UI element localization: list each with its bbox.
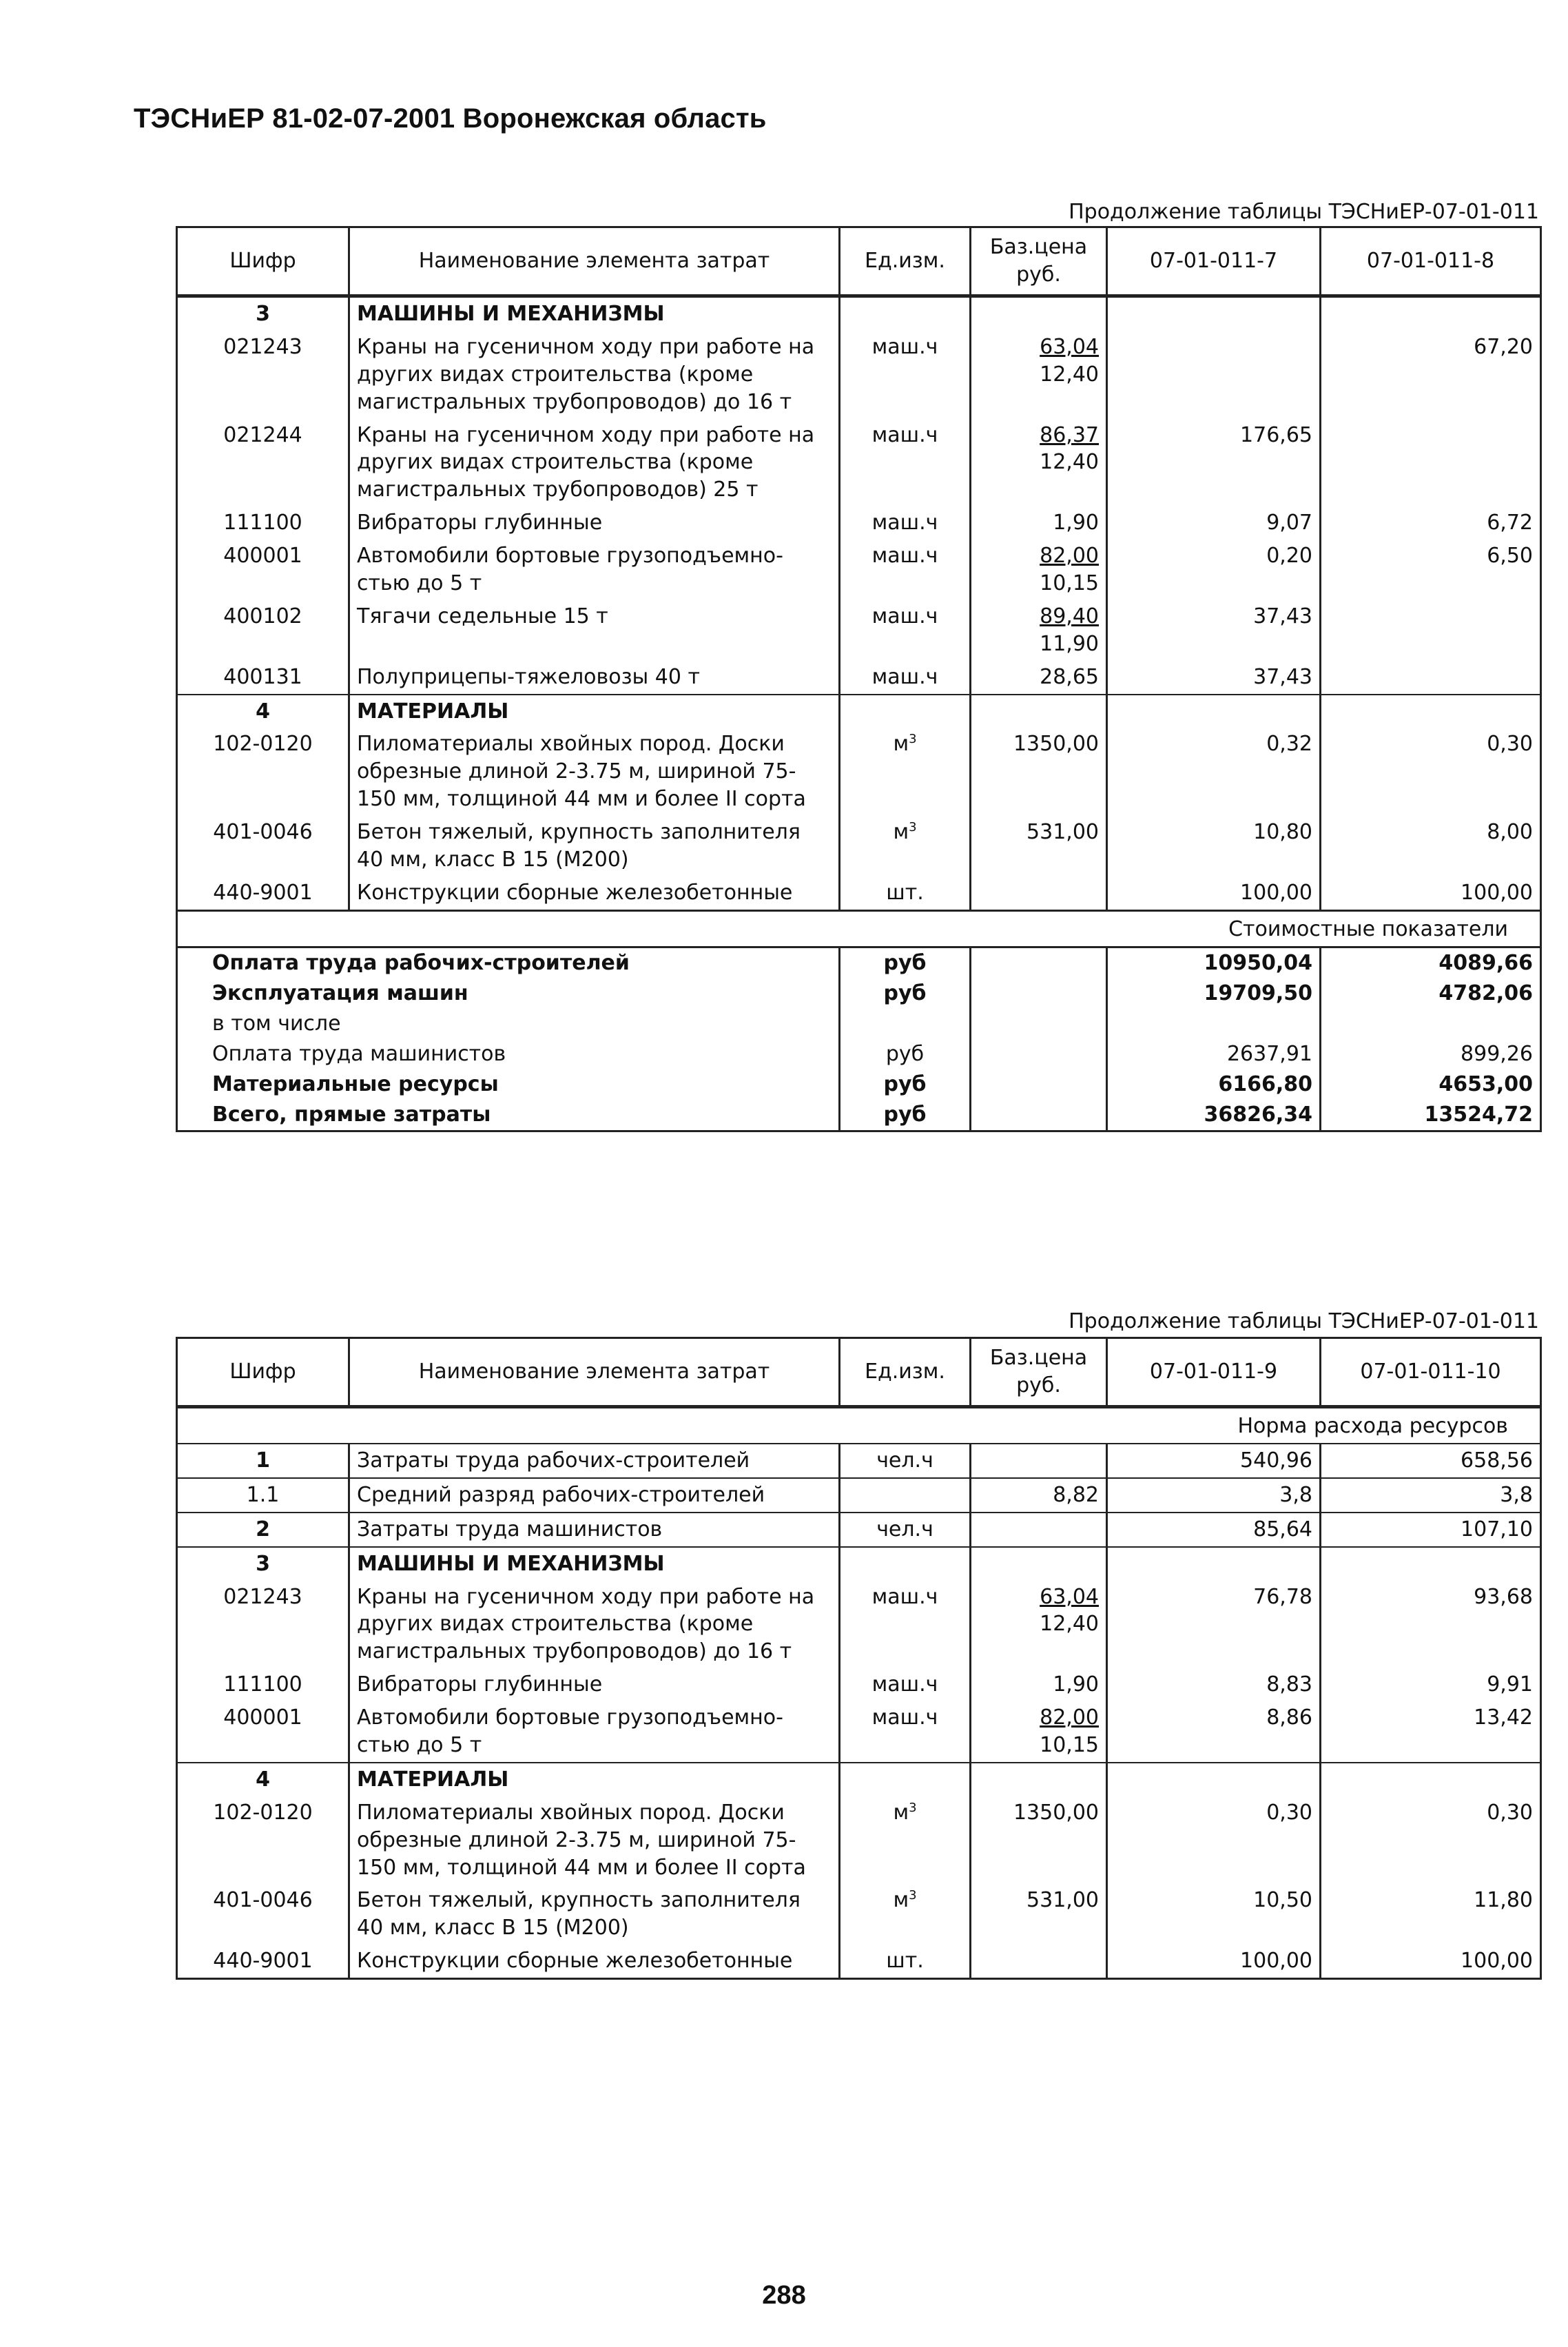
empty-cell — [1107, 296, 1321, 331]
unit-text: маш.ч — [871, 1705, 938, 1730]
value-a: 0,32 — [1107, 728, 1321, 816]
cost-label: Всего, прямые затраты — [212, 1102, 491, 1127]
code-cell: 400131 — [177, 661, 349, 695]
cost-row — [177, 1100, 1541, 1131]
code-cell: 2 — [177, 1513, 349, 1547]
unit-text: шт. — [886, 1949, 924, 1974]
machine-row — [177, 506, 1541, 540]
unit-cell — [840, 1478, 971, 1513]
code-cell: 102-0120 — [177, 728, 349, 816]
cost-row — [177, 947, 1541, 978]
table-caption: Продолжение таблицы ТЭСНиЕР-07-01-011 — [1069, 200, 1539, 224]
header-name: Наименование элемента затрат — [349, 227, 840, 296]
labor-price: 10,15 — [1040, 571, 1099, 596]
value-b: 11,80 — [1321, 1884, 1541, 1945]
unit-cell — [840, 331, 971, 419]
empty-cell — [1107, 695, 1321, 728]
price-cell: 8,82 — [971, 1478, 1107, 1513]
material-row — [177, 877, 1541, 910]
header-col-b: 07-01-011-8 — [1321, 227, 1541, 296]
code-cell: 400001 — [177, 1701, 349, 1763]
labor-row — [177, 1478, 1541, 1513]
value-b: 658,56 — [1321, 1444, 1541, 1478]
price-cell — [971, 1796, 1107, 1885]
section-code: 4 — [177, 695, 349, 728]
section-row — [177, 296, 1541, 331]
price-cell — [971, 1513, 1107, 1547]
cost-label: Эксплуатация машин — [212, 981, 468, 1005]
name-cell: Автомобили бортовые грузоподъемно-стью до 5 т — [349, 1701, 840, 1763]
name-cell: Автомобили бортовые грузоподъемно-стью до 5 т — [349, 540, 840, 600]
unit-cell — [840, 1701, 971, 1763]
value-b: 67,20 — [1321, 331, 1541, 419]
unit-superscript: 3 — [909, 820, 917, 835]
header-code: Шифр — [177, 1338, 349, 1407]
empty-cell — [1321, 296, 1541, 331]
empty-cell — [971, 1069, 1107, 1100]
empty-cell — [1107, 1547, 1321, 1581]
material-row — [177, 816, 1541, 877]
section-code: 4 — [177, 1763, 349, 1796]
empty-cell — [840, 695, 971, 728]
empty-cell — [1321, 1763, 1541, 1796]
unit-cell — [840, 419, 971, 507]
cost-a — [1107, 1009, 1321, 1039]
value-a: 10,80 — [1107, 816, 1321, 877]
cost-b — [1321, 1009, 1541, 1039]
name-cell: Вибраторы глубинные — [349, 506, 840, 540]
unit-text: маш.ч — [871, 1584, 938, 1609]
cost-row — [177, 1069, 1541, 1100]
name-cell: Пиломатериалы хвойных пород. Доски обрезные длиной 2-3.75 м, шириной 75-150 мм, толщиной 44 мм и более II сорта — [349, 728, 840, 816]
name-cell: Бетон тяжелый, крупность заполнителя 40 мм, класс В 15 (М200) — [349, 1884, 840, 1945]
code-cell: 440-9001 — [177, 877, 349, 910]
cost-unit: руб — [840, 1100, 971, 1131]
cost-b: 899,26 — [1321, 1039, 1541, 1069]
code-cell: 111100 — [177, 506, 349, 540]
price-cell — [971, 1701, 1107, 1763]
price-cell — [971, 419, 1107, 507]
empty-cell — [971, 947, 1107, 978]
name-cell: Затраты труда машинистов — [349, 1513, 840, 1547]
unit-text: маш.ч — [871, 664, 938, 689]
empty-cell — [971, 1763, 1107, 1796]
labor-row — [177, 1444, 1541, 1478]
value-b: 107,10 — [1321, 1513, 1541, 1547]
unit-text: маш.ч — [871, 544, 938, 568]
cost-row — [177, 1009, 1541, 1039]
value-a — [1107, 331, 1321, 419]
unit-cell — [840, 1668, 971, 1701]
value-b: 6,50 — [1321, 540, 1541, 600]
table2-body — [177, 1407, 1541, 1979]
material-row — [177, 1945, 1541, 1978]
section-row — [177, 695, 1541, 728]
resource-table-2 — [176, 1337, 1542, 1980]
section-row — [177, 1763, 1541, 1796]
empty-cell — [840, 296, 971, 331]
price-cell — [971, 1945, 1107, 1978]
table1-body — [177, 296, 1541, 1131]
header-col-a: 07-01-011-9 — [1107, 1338, 1321, 1407]
header-unit: Ед.изм. — [840, 227, 971, 296]
empty-cell — [971, 1547, 1107, 1581]
cost-unit: руб — [840, 1069, 971, 1100]
cost-b: 4089,66 — [1321, 947, 1541, 978]
value-a: 540,96 — [1107, 1444, 1321, 1478]
value-b — [1321, 661, 1541, 695]
price-cell — [971, 661, 1107, 695]
value-b: 0,30 — [1321, 1796, 1541, 1885]
header-col-b: 07-01-011-10 — [1321, 1338, 1541, 1407]
machine-row — [177, 1701, 1541, 1763]
labor-price: 11,90 — [1040, 631, 1099, 656]
code-cell: 1.1 — [177, 1478, 349, 1513]
unit-cell — [840, 1945, 971, 1978]
code-cell: 102-0120 — [177, 1796, 349, 1885]
unit-text: м — [893, 1888, 909, 1913]
header-unit: Ед.изм. — [840, 1338, 971, 1407]
value-b: 6,72 — [1321, 506, 1541, 540]
cost-heading-text: Стоимостные показатели — [177, 910, 1541, 947]
section-row — [177, 1547, 1541, 1581]
name-cell: Конструкции сборные железобетонные — [349, 1945, 840, 1978]
price-cell — [971, 1668, 1107, 1701]
cost-a: 6166,80 — [1107, 1069, 1321, 1100]
section-title: МАШИНЫ И МЕХАНИЗМЫ — [349, 1547, 840, 1581]
page-number: 288 — [762, 2281, 806, 2310]
unit-cell — [840, 506, 971, 540]
name-cell: Вибраторы глубинные — [349, 1668, 840, 1701]
value-b: 93,68 — [1321, 1581, 1541, 1669]
unit-superscript: 3 — [909, 1800, 917, 1815]
section-title: МАТЕРИАЛЫ — [349, 695, 840, 728]
unit-cell — [840, 540, 971, 600]
unit-text: маш.ч — [871, 422, 938, 447]
header-price-line1: Баз.цена — [989, 235, 1088, 260]
unit-superscript: 3 — [909, 732, 917, 747]
cost-row — [177, 1039, 1541, 1069]
cost-unit: руб — [840, 1039, 971, 1069]
norm-heading-text: Норма расхода ресурсов — [177, 1407, 1541, 1444]
unit-cell — [840, 600, 971, 661]
labor-price: 12,40 — [1040, 362, 1099, 387]
base-price: 28,65 — [1040, 664, 1099, 689]
empty-cell — [971, 296, 1107, 331]
value-a: 100,00 — [1107, 1945, 1321, 1978]
base-price: 89,40 — [1040, 604, 1099, 628]
price-cell — [971, 331, 1107, 419]
code-cell: 021243 — [177, 1581, 349, 1669]
empty-cell — [1107, 1763, 1321, 1796]
name-cell: Конструкции сборные железобетонные — [349, 877, 840, 910]
unit-text: шт. — [886, 880, 924, 905]
unit-superscript: 3 — [909, 1888, 917, 1903]
cost-unit: руб — [840, 978, 971, 1009]
base-price: 82,00 — [1040, 544, 1099, 568]
unit-text: м — [893, 1800, 909, 1825]
price-cell — [971, 540, 1107, 600]
code-cell: 111100 — [177, 1668, 349, 1701]
price-cell — [971, 728, 1107, 816]
name-cell: Краны на гусеничном ходу при работе на других видах строительства (кроме магистральных трубопроводов) 25 т — [349, 419, 840, 507]
name-cell: Краны на гусеничном ходу при работе на других видах строительства (кроме магистральных трубопроводов) до 16 т — [349, 1581, 840, 1669]
machine-row — [177, 331, 1541, 419]
norm-heading — [177, 1407, 1541, 1444]
value-b: 0,30 — [1321, 728, 1541, 816]
material-row — [177, 1796, 1541, 1885]
value-a: 85,64 — [1107, 1513, 1321, 1547]
value-a: 8,86 — [1107, 1701, 1321, 1763]
base-price: 1350,00 — [1013, 1800, 1099, 1825]
machine-row — [177, 1668, 1541, 1701]
price-cell — [971, 816, 1107, 877]
section-title: МАШИНЫ И МЕХАНИЗМЫ — [349, 296, 840, 331]
unit-text: маш.ч — [871, 1672, 938, 1697]
cost-a: 10950,04 — [1107, 947, 1321, 978]
machine-row — [177, 540, 1541, 600]
price-cell — [971, 1581, 1107, 1669]
value-b: 8,00 — [1321, 816, 1541, 877]
value-b: 100,00 — [1321, 1945, 1541, 1978]
cost-row — [177, 978, 1541, 1009]
section-code: 3 — [177, 1547, 349, 1581]
machine-row — [177, 600, 1541, 661]
page-title: ТЭСНиЕР 81-02-07-2001 Воронежская область — [134, 103, 767, 134]
code-cell: 021244 — [177, 419, 349, 507]
base-price: 82,00 — [1040, 1705, 1099, 1730]
empty-cell — [971, 1100, 1107, 1131]
value-b: 100,00 — [1321, 877, 1541, 910]
cost-b: 13524,72 — [1321, 1100, 1541, 1131]
name-cell: Тягачи седельные 15 т — [349, 600, 840, 661]
value-a: 37,43 — [1107, 661, 1321, 695]
name-cell: Средний разряд рабочих-строителей — [349, 1478, 840, 1513]
table-caption-2: Продолжение таблицы ТЭСНиЕР-07-01-011 — [1069, 1309, 1539, 1333]
header-price — [971, 227, 1107, 296]
price-cell — [971, 1884, 1107, 1945]
code-cell: 401-0046 — [177, 816, 349, 877]
machine-row — [177, 1581, 1541, 1669]
header-price — [971, 1338, 1107, 1407]
unit-cell — [840, 728, 971, 816]
price-cell — [971, 877, 1107, 910]
name-cell: Пиломатериалы хвойных пород. Доски обрезные длиной 2-3.75 м, шириной 75-150 мм, толщиной 44 мм и более II сорта — [349, 1796, 840, 1885]
empty-cell — [1321, 695, 1541, 728]
code-cell: 1 — [177, 1444, 349, 1478]
value-a: 10,50 — [1107, 1884, 1321, 1945]
cost-heading — [177, 910, 1541, 947]
cost-label: в том числе — [212, 1011, 341, 1036]
base-price: 63,04 — [1040, 1584, 1099, 1609]
unit-text: м — [893, 820, 909, 845]
value-a: 3,8 — [1107, 1478, 1321, 1513]
price-cell — [971, 1444, 1107, 1478]
value-a: 9,07 — [1107, 506, 1321, 540]
material-row — [177, 1884, 1541, 1945]
section-title: МАТЕРИАЛЫ — [349, 1763, 840, 1796]
header-col-a: 07-01-011-7 — [1107, 227, 1321, 296]
header-code: Шифр — [177, 227, 349, 296]
labor-price: 12,40 — [1040, 450, 1099, 475]
header-price-line2: руб. — [1016, 1373, 1061, 1397]
cost-label: Оплата труда рабочих-строителей — [177, 947, 840, 978]
base-price: 531,00 — [1027, 820, 1099, 845]
base-price: 63,04 — [1040, 334, 1099, 359]
unit-text: маш.ч — [871, 334, 938, 359]
cost-unit: руб — [840, 947, 971, 978]
name-cell: Бетон тяжелый, крупность заполнителя 40 мм, класс В 15 (М200) — [349, 816, 840, 877]
cost-label: Материальные ресурсы — [212, 1072, 499, 1096]
header-name: Наименование элемента затрат — [349, 1338, 840, 1407]
section-code: 3 — [177, 296, 349, 331]
machine-row — [177, 419, 1541, 507]
base-price: 1350,00 — [1013, 732, 1099, 757]
name-cell: Затраты труда рабочих-строителей — [349, 1444, 840, 1478]
value-a: 0,20 — [1107, 540, 1321, 600]
value-a: 176,65 — [1107, 419, 1321, 507]
cost-label: Оплата труда машинистов — [212, 1041, 506, 1066]
name-cell: Полуприцепы-тяжеловозы 40 т — [349, 661, 840, 695]
cost-b: 4782,06 — [1321, 978, 1541, 1009]
base-price: 1,90 — [1053, 1672, 1099, 1697]
header-price-line2: руб. — [1016, 263, 1061, 287]
value-a: 100,00 — [1107, 877, 1321, 910]
empty-cell — [840, 1547, 971, 1581]
code-cell: 021243 — [177, 331, 349, 419]
unit-text: маш.ч — [871, 604, 938, 628]
value-a: 37,43 — [1107, 600, 1321, 661]
cost-unit — [840, 1009, 971, 1039]
unit-cell — [840, 816, 971, 877]
unit-cell — [840, 1884, 971, 1945]
empty-cell — [971, 1039, 1107, 1069]
value-b — [1321, 419, 1541, 507]
value-b — [1321, 600, 1541, 661]
base-price: 531,00 — [1027, 1888, 1099, 1913]
base-price: 1,90 — [1053, 511, 1099, 535]
unit-text: м — [893, 732, 909, 757]
cost-a: 19709,50 — [1107, 978, 1321, 1009]
unit-cell — [840, 877, 971, 910]
unit-cell — [840, 661, 971, 695]
base-price: 86,37 — [1040, 422, 1099, 447]
empty-cell — [840, 1763, 971, 1796]
empty-cell — [971, 1009, 1107, 1039]
labor-row — [177, 1513, 1541, 1547]
cost-a: 36826,34 — [1107, 1100, 1321, 1131]
name-cell: Краны на гусеничном ходу при работе на других видах строительства (кроме магистральных трубопроводов) до 16 т — [349, 331, 840, 419]
labor-price: 10,15 — [1040, 1733, 1099, 1758]
code-cell: 401-0046 — [177, 1884, 349, 1945]
unit-cell — [840, 1796, 971, 1885]
empty-cell — [1321, 1547, 1541, 1581]
code-cell: 400102 — [177, 600, 349, 661]
labor-price: 12,40 — [1040, 1612, 1099, 1637]
unit-cell: чел.ч — [840, 1444, 971, 1478]
empty-cell — [971, 695, 1107, 728]
value-a: 76,78 — [1107, 1581, 1321, 1669]
material-row — [177, 728, 1541, 816]
value-b: 9,91 — [1321, 1668, 1541, 1701]
code-cell: 400001 — [177, 540, 349, 600]
cost-b: 4653,00 — [1321, 1069, 1541, 1100]
machine-row — [177, 661, 1541, 695]
value-a: 8,83 — [1107, 1668, 1321, 1701]
unit-text: маш.ч — [871, 511, 938, 535]
value-a: 0,30 — [1107, 1796, 1321, 1885]
cost-a: 2637,91 — [1107, 1039, 1321, 1069]
header-price-line1: Баз.цена — [989, 1346, 1088, 1371]
price-cell — [971, 506, 1107, 540]
code-cell: 440-9001 — [177, 1945, 349, 1978]
price-cell — [971, 600, 1107, 661]
unit-cell — [840, 1581, 971, 1669]
resource-table-1 — [176, 226, 1542, 1132]
value-b: 3,8 — [1321, 1478, 1541, 1513]
value-b: 13,42 — [1321, 1701, 1541, 1763]
empty-cell — [971, 978, 1107, 1009]
unit-cell: чел.ч — [840, 1513, 971, 1547]
